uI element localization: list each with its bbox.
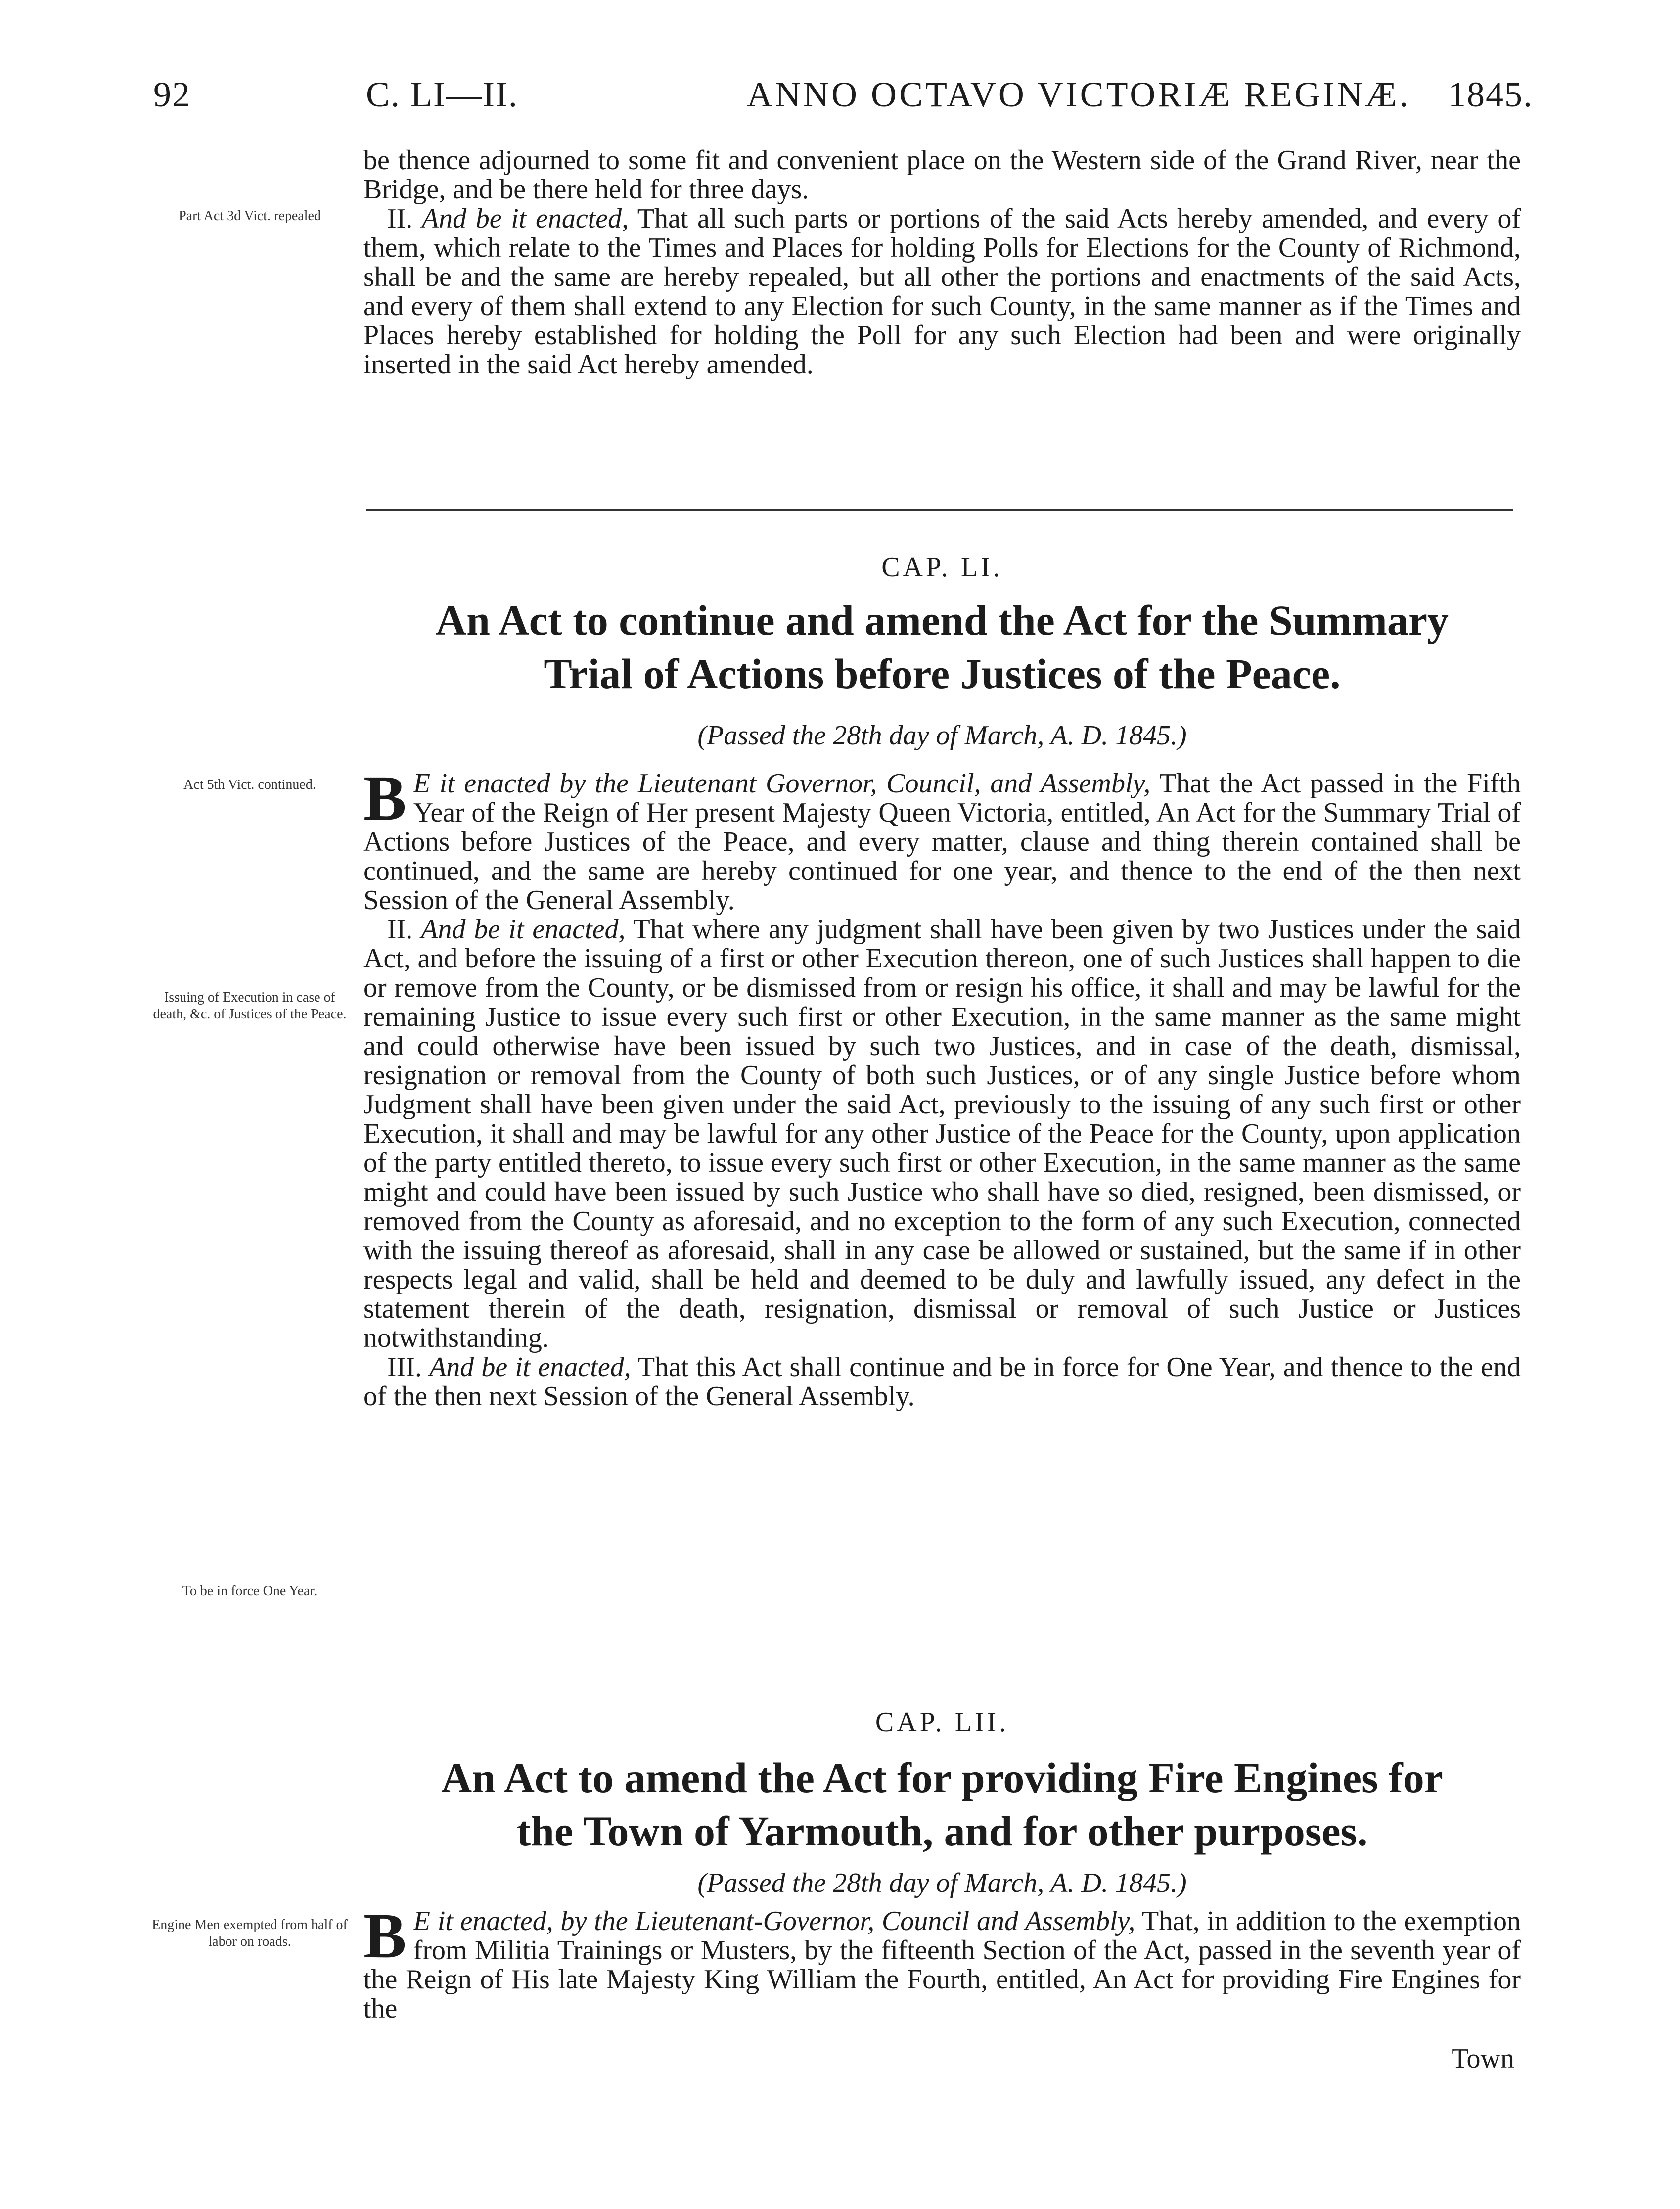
page-number: 92 xyxy=(153,75,191,114)
cap-51-passed-date: (Passed the 28th day of March, A. D. 1845.) xyxy=(697,720,1187,751)
clause-enact: And be it enacted, xyxy=(421,914,626,945)
cap-52-heading: CAP. LII. xyxy=(875,1707,1009,1738)
drop-cap: B xyxy=(363,1900,407,1972)
catchword: Town xyxy=(1452,2043,1514,2074)
clause-enact: And be it enacted, xyxy=(429,1352,631,1382)
header-year: 1845. xyxy=(1448,75,1533,114)
cap-51-title-line1: An Act to continue and amend the Act for the Summary xyxy=(435,597,1449,644)
clause-number: III. xyxy=(387,1352,422,1382)
margin-note: Act 5th Vict. continued. xyxy=(183,777,316,792)
enacting-formula: E it enacted by the Lieutenant Governor, Council, and Assembly, xyxy=(413,768,1151,799)
cap-51-clause-3 xyxy=(363,1353,1521,1411)
cap-51-clause-2 xyxy=(363,915,1521,1353)
cap-52-title-line2: the Town of Yarmouth, and for other purposes. xyxy=(516,1807,1368,1855)
margin-note: Issuing of Execution in case of death, &c. of Justices of the Peace. xyxy=(153,990,347,1022)
cap-51-enacting-paragraph xyxy=(363,763,1521,916)
margin-note: Part Act 3d Vict. repealed xyxy=(179,208,321,224)
drop-cap: B xyxy=(363,763,407,834)
cap-51-title-line2: Trial of Actions before Justices of the Peace. xyxy=(544,650,1341,697)
clause-paragraph xyxy=(363,204,1521,379)
clause-enact: And be it enacted, xyxy=(421,203,629,234)
clause-text: That this Act shall continue and be in force for One Year, and thence to the end of the then next Session of the General Assembly. xyxy=(363,1352,1521,1412)
running-header xyxy=(153,74,1533,129)
cap-52-enacting-paragraph xyxy=(363,1900,1521,2024)
margin-note: To be in force One Year. xyxy=(182,1583,318,1599)
cap-52-passed-date: (Passed the 28th day of March, A. D. 1845.) xyxy=(697,1868,1187,1898)
enacting-text: That the Act passed in the Fifth Year of the Reign of Her present Majesty Queen Victoria, entitled, An Act for the Summary Trial of Actions before Justices of the Peace, and every matter, clause and thing therein contained shall be continued, and the same are hereby continued for one year, and thence to the end of the then next Session of the General Assembly. xyxy=(363,768,1521,916)
clause-number: II. xyxy=(387,203,413,234)
cap-51-body xyxy=(363,763,1521,1412)
cap-52-title xyxy=(363,1751,1521,1858)
cap-51-heading: CAP. LI. xyxy=(881,552,1003,583)
enacting-formula: E it enacted, by the Lieutenant-Governor, Council and Assembly, xyxy=(413,1906,1135,1936)
clause-text: That where any judgment shall have been given by two Justices under the said Act, and before the issuing of a first or other Execution thereon, one of such Justices shall happen to die or remove from the County, or be dismissed from or resign his office, it shall and may be lawful for the remaining Justice to issue every such first or other Execution, in the same manner as the same might and could otherwise have been issued by such two Justices, and in case of the death, dismissal, resignation or removal from the County of both such Justices, or of any single Justice before whom Judgment shall have been given under the said Act, previously to the issuing of any such first or other Execution, it shall and may be lawful for any other Justice of the Peace for the County, upon application of the party entitled thereto, to issue every such first or other Execution, in the same manner as the same might and could have been issued by such Justice who shall have so died, resigned, been dismissed, or removed from the County as aforesaid, and no exception to the form of any such Execution, connected with the issuing thereof as aforesaid, shall in any case be allowed or sustained, but the same if in other respects legal and valid, shall be held and deemed to be duly and lawfully issued, any defect in the statement therein of the death, resignation, dismissal or removal of such Justice or Justices notwithstanding. xyxy=(363,914,1521,1353)
cap-52-title-line1: An Act to amend the Act for providing Fire Engines for xyxy=(441,1754,1443,1801)
clause-text: That all such parts or portions of the said Acts hereby amended, and every of them, which relate to the Times and Places for holding Polls for Elections for the County of Richmond, shall be and the same are hereby repealed, but all other the portions and enactments of the said Acts, and every of them shall extend to any Election for such County, in the same manner as if the Times and Places hereby established for holding the Poll for any such Election had been and were originally inserted in the said Act hereby amended. xyxy=(363,203,1521,380)
margin-note: Engine Men exempted from half of labor on roads. xyxy=(152,1917,348,1949)
running-title: ANNO OCTAVO VICTORIÆ REGINÆ. xyxy=(747,75,1411,114)
enacting-text: That, in addition to the exemption from Militia Trainings or Musters, by the fifteenth Section of the Act, passed in the seventh year of the Reign of His late Majesty King William the Fourth, entitled, An Act for providing Fire Engines for the xyxy=(363,1906,1521,2024)
prev-chapter-text xyxy=(363,146,1521,379)
cap-51-title xyxy=(363,594,1521,700)
chapter-range: C. LI—II. xyxy=(366,75,518,114)
continuation-paragraph: be thence adjourned to some fit and convenient place on the Western side of the Grand River, near the Bridge, and be there held for three days. xyxy=(363,145,1521,205)
section-divider xyxy=(366,509,1513,511)
cap-52-body xyxy=(363,1900,1521,2024)
clause-number: II. xyxy=(387,914,413,945)
